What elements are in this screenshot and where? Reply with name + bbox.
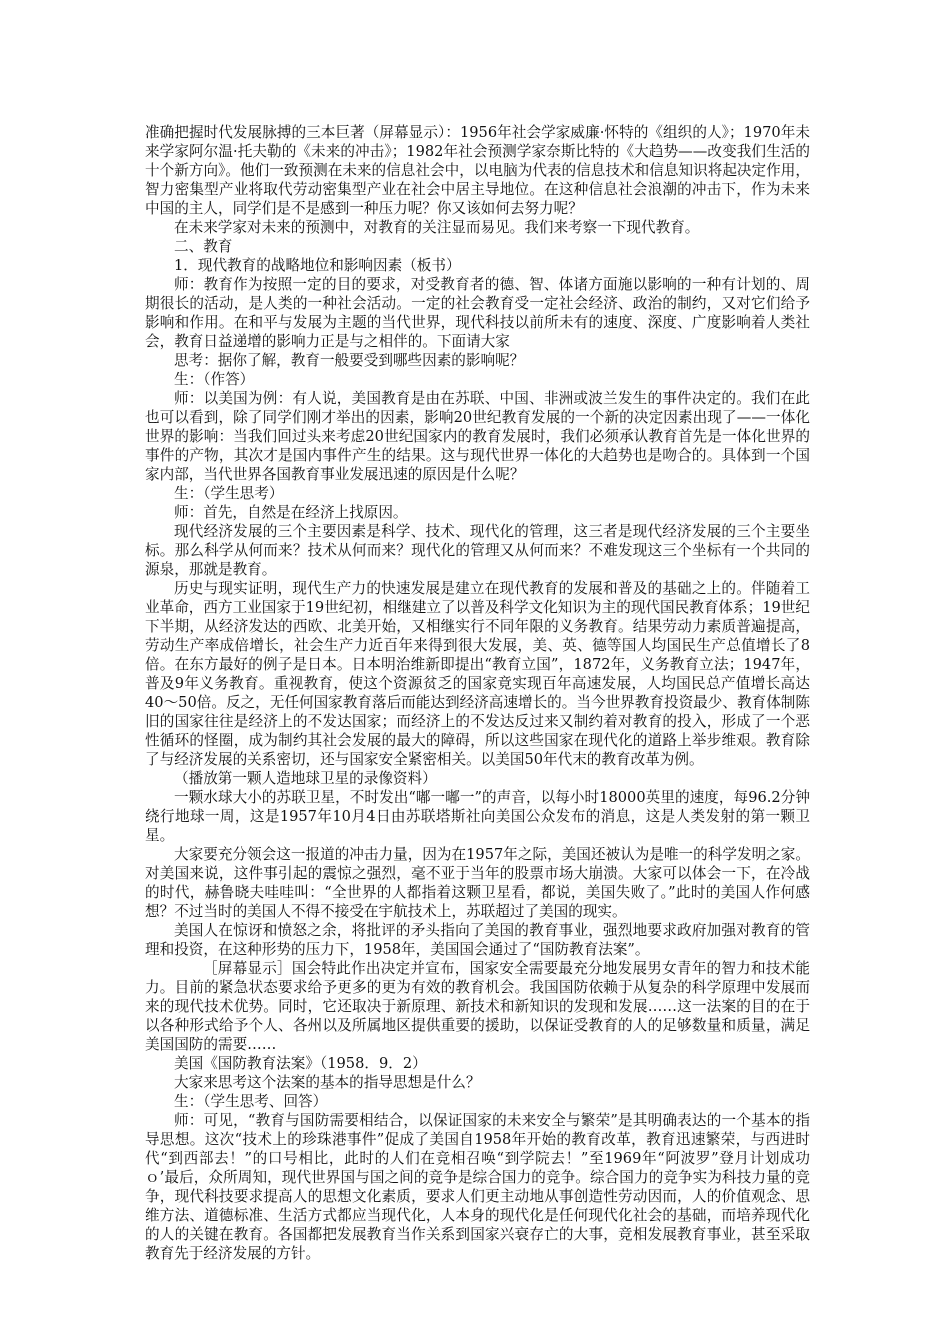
paragraph: 历史与现实证明，现代生产力的快速发展是建立在现代教育的发展和普及的基础之上的。伴随着工业革命，西方工业国家于19世纪初，相继建立了以普及科学文化知识为主的现代国民教育体系；19世纪下半期，从经济发达的西欧、北美开始，又相继实行不同年限的义务教育。结果劳动力素质普遍提高，劳动生产率成倍增长，社会生产力近百年来得到很大发展，美、英、德等国人均国民生产总值增长了8倍。在东方最好的例子是日本。日本明治维新即提出“教育立国”，1872年，义务教育立法；1947年，普及9年义务教育。重视教育，使这个资源贫乏的国家竟实现百年高速发展，人均国民总产值增长高达40～50倍。反之，无任何国家教育落后而能达到经济高速增长的。当今世界教育投资最少、教育体制陈旧的国家往往是经济上的不发达国家；而经济上的不发达反过来又制约着对教育的投入，形成了一个恶性循环的怪圈，成为制约其社会发展的最大的障碍，所以这些国家在现代化的道路上举步维艰。教育除了与经济发展的关系密切，还与国家安全紧密相关。以美国50年代末的教育改革为例。 bbox=[145, 580, 810, 768]
paragraph: 现代经济发展的三个主要因素是科学、技术、现代化的管理，这三者是现代经济发展的三个主要坐标。那么科学从何而来？技术从何而来？现代化的管理又从何而来？不难发现这三个坐标有一个共同的源泉，那就是教育。 bbox=[145, 523, 810, 578]
paragraph: 师：可见，“教育与国防需要相结合，以保证国家的未来安全与繁荣”是其明确表达的一个基本的指导思想。这次“技术上的珍珠港事件”促成了美国自1958年开始的教育改革，教育迅速繁荣，与西进时代“到西部去！”的口号相比，此时的人们在竞相召唤“到学院去！”至1969年“阿波罗”登月计划成功ｏ’最后，众所周知，现代世界国与国之间的竞争是综合国力的竞争。综合国力的竞争实为科技力量的竞争，现代科技要求提高人的思想文化素质，要求人们更主动地从事创造性劳动因而，人的价值观念、思维方法、道德标准、生活方式都应当现代化，人本身的现代化是任何现代化社会的基础，而培养现代化的人的关键在教育。各国都把发展教育当作关系到国家兴衰存亡的大事，竞相发展教育事业，甚至采取教育先于经济发展的方针。 bbox=[145, 1112, 810, 1262]
paragraph: 思考：据你了解，教育一般要受到哪些因素的影响呢？ bbox=[174, 352, 525, 369]
paragraph: 大家要充分领会这一报道的冲击力量，因为在1957年之际，美国还被认为是唯一的科学发明之家。对美国来说，这件事引起的震惊之强烈，毫不亚于当年的股票市场大崩溃。大家可以体会一下，在冷战的时代，赫鲁晓夫哇哇叫：“全世界的人都指着这颗卫星看，都说，美国失败了。”此时的美国人作何感想？不过当时的美国人不得不接受在宇航技术上，苏联超过了美国的现实。 bbox=[145, 846, 810, 920]
paragraph: ［屏幕显示］国会特此作出决定并宣布，国家安全需要最充分地发展男女青年的智力和技术能力。目前的紧急状态要求给予更多的更为有效的教育机会。我国国防依赖于从复杂的科学原理中发展而来的现代技术优势。同时，它还取决于新原理、新技术和新知识的发现和发展……这一法案的目的在于以各种形式给予个人、各州以及所属地区提供重要的援助，以保证受教育的人的足够数量和质量，满足美国国防的需要…… bbox=[145, 960, 810, 1053]
paragraph: 生：（学生思考） bbox=[174, 485, 284, 502]
paragraph: 一颗水球大小的苏联卫星，不时发出“嘟一嘟一”的声音，以每小时18000英里的速度，每96.2分钟绕行地球一周，这是1957年10月4日由苏联塔斯社向美国公众发布的消息，这是人类发射的第一颗卫星。 bbox=[145, 789, 810, 844]
paragraph: 二、教育 bbox=[174, 238, 233, 255]
paragraph: 1．现代教育的战略地位和影响因素（板书） bbox=[174, 257, 461, 274]
paragraph: 在未来学家对未来的预测中，对教育的关注显而易见。我们来考察一下现代教育。 bbox=[174, 219, 700, 236]
paragraph: 美国人在惊讶和愤怒之余，将批评的矛头指向了美国的教育事业，强烈地要求政府加强对教育的管理和投资，在这种形势的压力下，1958年，美国国会通过了“国防教育法案”。 bbox=[145, 922, 810, 958]
paragraph: 准确把握时代发展脉搏的三本巨著（屏幕显示）：1956年社会学家威廉·怀特的《组织的人》；1970年未来学家阿尔温·托夫勒的《未来的冲击》；1982年社会预测学家奈斯比特的《大趋势——改变我们生活的十个新方向》。他们一致预测在未来的信息社会中，以电脑为代表的信息技术和信息知识将起决定作用，智力密集型产业将取代劳动密集型产业在社会中居主导地位。在这种信息社会浪潮的冲击下，作为未来中国的主人，同学们是不是感到一种压力呢？你又该如何去努力呢？ bbox=[145, 124, 810, 217]
paragraph: （播放第一颗人造地球卫星的录像资料） bbox=[174, 770, 437, 787]
paragraph: 师：首先，自然是在经济上找原因。 bbox=[174, 504, 408, 521]
paragraph: 生：（作答） bbox=[174, 371, 255, 388]
paragraph: 师：教育作为按照一定的目的要求，对受教育者的德、智、体诸方面施以影响的一种有计划的、周期很长的活动，是人类的一种社会活动。一定的社会教育受一定社会经济、政治的制约，又对它们给予影响和作用。在和平与发展为主题的当代世界，现代科技以前所未有的速度、深度、广度影响着人类社会，教育日益递增的影响力正是与之相伴的。下面请大家 bbox=[145, 276, 810, 350]
paragraph: 美国《国防教育法案》（1958．9．2） bbox=[174, 1055, 427, 1072]
paragraph: 大家来思考这个法案的基本的指导思想是什么？ bbox=[174, 1074, 481, 1091]
document-body bbox=[145, 123, 810, 1263]
paragraph: 生：（学生思考、回答） bbox=[174, 1093, 328, 1110]
paragraph: 师：以美国为例：有人说，美国教育是由在苏联、中国、非洲或波兰发生的事件决定的。我们在此也可以看到，除了同学们刚才举出的因素，影响20世纪教育发展的一个新的决定因素出现了——一体化世界的影响：当我们回过头来考虑20世纪国家内的教育发展时，我们必须承认教育首先是一体化世界的事件的产物，其次才是国内事件产生的结果。这与现代世界一体化的大趋势也是吻合的。具体到一个国家内部，当代世界各国教育事业发展迅速的原因是什么呢？ bbox=[145, 390, 810, 483]
